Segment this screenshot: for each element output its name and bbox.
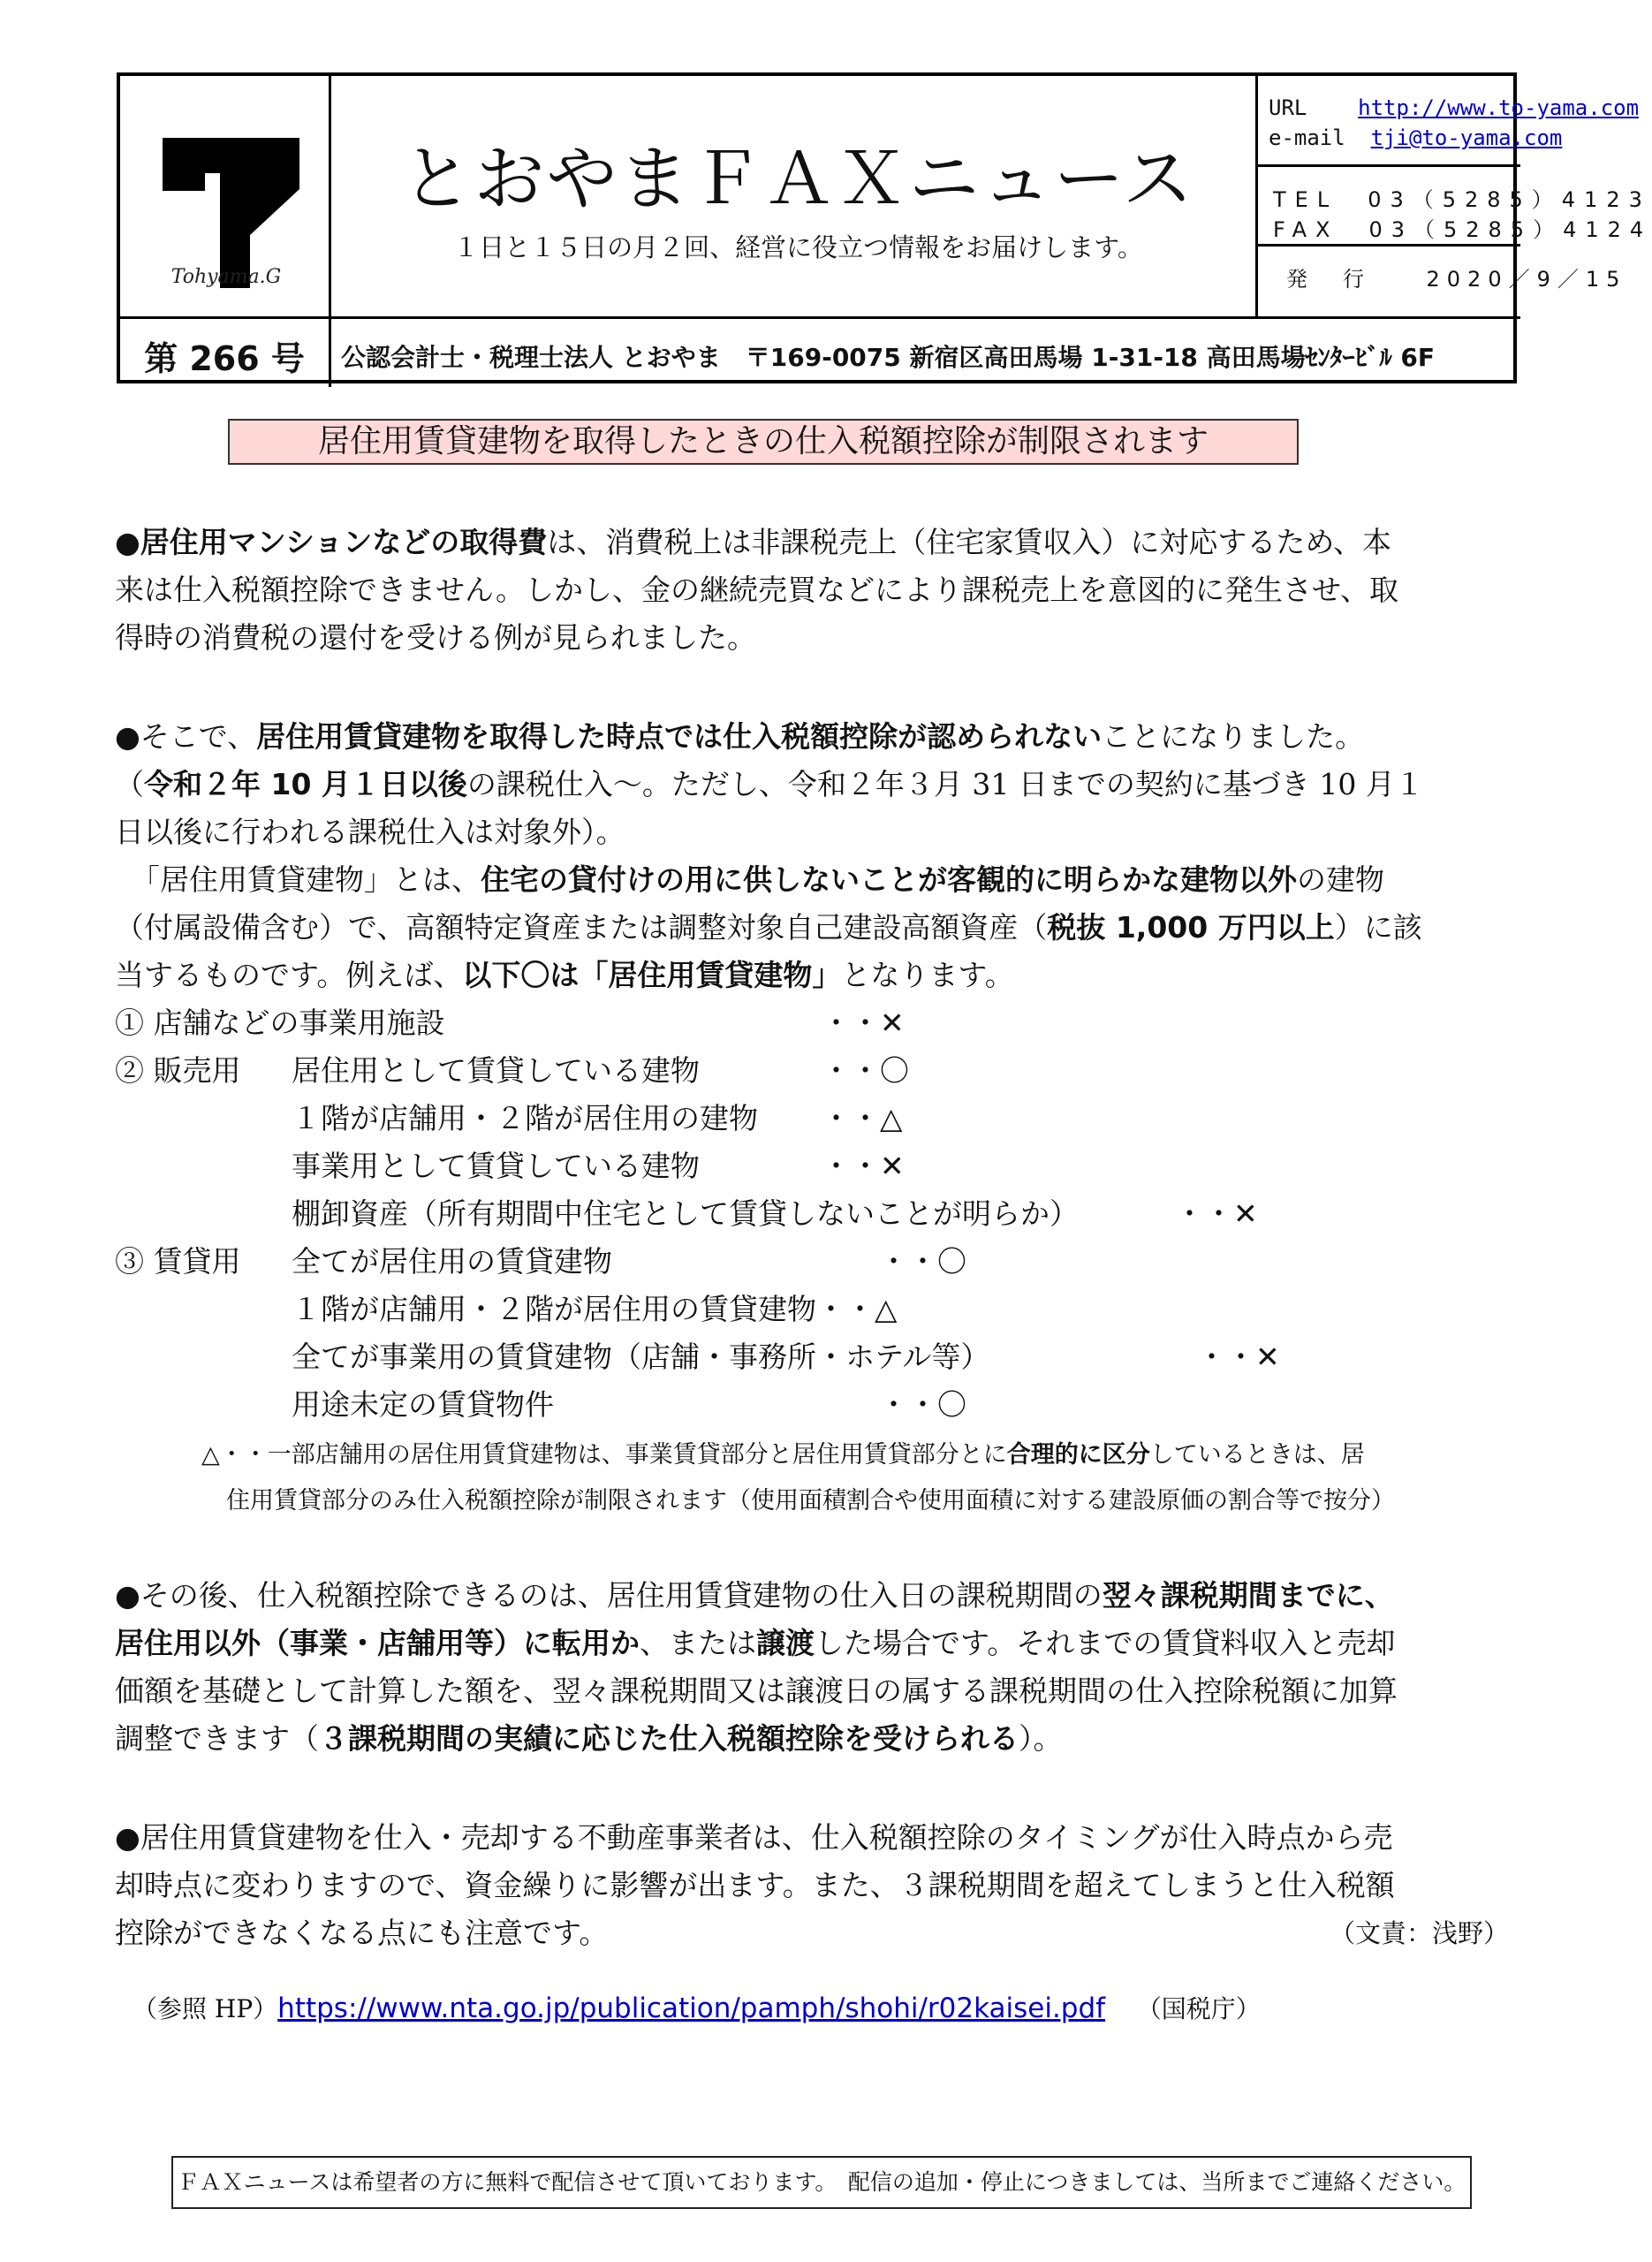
list-item-2-3: 事業用として賃貸している建物 <box>292 1149 700 1183</box>
reference-line <box>133 1990 1261 2025</box>
footer-notice: ＦＡＸニュースは希望者の方に無料で配信させて頂いております。 配信の追加・停止につきましては、当所までご連絡ください。 <box>171 2156 1472 2209</box>
p2-text: ●そこで、 <box>115 719 257 754</box>
note-line1 <box>201 1435 1365 1469</box>
p2-line4 <box>131 857 1384 899</box>
bullet: ● <box>115 525 140 559</box>
list-item-3-label: ③ 賃貸用 <box>115 1244 241 1279</box>
p2-bold: 税抜 1,000 万円以上 <box>1047 910 1335 945</box>
p1-line1 <box>115 520 1391 561</box>
list-item-1-mark: ・・✕ <box>822 1006 905 1040</box>
list-item-2-3-mark: ・・✕ <box>822 1149 905 1183</box>
divider <box>1255 244 1520 247</box>
list-item-3-1: 全てが居住用の賃貸建物 <box>292 1244 612 1279</box>
p2-bold: 令和２年 10 月１日以後 <box>144 767 467 801</box>
p4-line1: ●居住用賃貸建物を仕入・売却する不動産事業者は、仕入税額控除のタイミングが仕入時点から売 <box>115 1820 1393 1855</box>
p2-text: となります。 <box>841 958 1014 992</box>
p2-line2 <box>115 762 1424 803</box>
p2-bold: 住宅の貸付けの用に供しないことが客観的に明らかな建物以外 <box>481 862 1297 897</box>
p3-line3: 価額を基礎として計算した額を、翌々課税期間又は譲渡日の属する課税期間の仕入控除税額に加算 <box>115 1674 1398 1708</box>
p2-text: （付属設備含む）で、高額特定資産または調整対象自己建設高額資産（ <box>115 910 1048 945</box>
divider <box>1255 164 1520 167</box>
reference-label: （参照 HP） <box>133 1994 278 2023</box>
email-label: e-mail <box>1269 125 1345 150</box>
p2-bold: 居住用賃貸建物を取得した時点では仕入税額控除が認められない <box>256 719 1103 754</box>
author-credit: （文責：浅野） <box>1330 1918 1510 1948</box>
list-item-3-4-mark: ・・〇 <box>879 1387 966 1422</box>
p3-text: した場合です。それまでの賃貸料収入と売却 <box>815 1626 1396 1660</box>
note-bold: 合理的に区分 <box>1006 1441 1150 1469</box>
divider <box>329 76 331 387</box>
newsletter-subtitle: １日と１５日の月２回、経営に役立つ情報をお届けします。 <box>453 232 1143 262</box>
p3-bold: 居住用以外（事業・店舗用等）に転用か <box>115 1626 640 1660</box>
p3-text: ●その後、仕入税額控除できるのは、居住用賃貸建物の仕入日の課税期間の <box>115 1578 1103 1613</box>
email-row <box>1269 125 1562 150</box>
list-item-2-2: １階が店舗用・２階が居住用の建物 <box>292 1101 758 1135</box>
p3-line1 <box>115 1573 1394 1614</box>
issue-number: 第 266 号 <box>144 339 305 378</box>
p1-line3: 得時の消費税の還付を受ける例が見られました。 <box>115 620 756 655</box>
p1-line2: 来は仕入税額控除できません。しかし、金の継続売買などにより課税売上を意図的に発生させ、取 <box>115 573 1398 607</box>
p2-text: ）に該 <box>1334 910 1422 945</box>
p3-bold: 翌々課税期間までに、 <box>1102 1578 1394 1613</box>
p3-line2 <box>115 1621 1395 1662</box>
website-link[interactable]: http://www.to-yama.com <box>1358 95 1640 120</box>
p4-line2: 却時点に変わりますので、資金繰りに影響が出ます。また、３課税期間を超えてしまうと仕入税額 <box>115 1868 1395 1902</box>
p2-line5 <box>115 905 1422 946</box>
list-item-2-2-mark: ・・△ <box>822 1101 903 1135</box>
list-item-2-1: 居住用として賃貸している建物 <box>292 1053 700 1088</box>
logo-caption: Tohyama.G <box>171 266 282 288</box>
p1-bold: 居住用マンションなどの取得費 <box>140 525 548 559</box>
url-label: URL <box>1269 95 1307 120</box>
p2-text: の建物 <box>1297 862 1384 897</box>
list-item-2-4: 棚卸資産（所有期間中住宅として賃貸しないことが明らか） <box>292 1196 1079 1231</box>
p3-text: ）。 <box>1019 1721 1063 1756</box>
p2-text: 当するものです。例えば、 <box>115 958 463 992</box>
p3-text: 調整できます（ <box>115 1721 319 1756</box>
header-box <box>117 72 1652 383</box>
list-item-3-3: 全てが事業用の賃貸建物（店舗・事務所・ホテル等） <box>292 1340 990 1374</box>
p4-line3: 控除ができなくなる点にも注意です。 <box>115 1916 609 1950</box>
note-line2: 住用賃貸部分のみ仕入税額控除が制限されます（使用面積割合や使用面積に対する建設原価の割合等で按分） <box>226 1487 1395 1514</box>
note-text: △・・一部店舗用の居住用賃貸建物は、事業賃貸部分と居住用賃貸部分とに <box>201 1441 1007 1469</box>
p2-text: の課税仕入～。ただし、令和２年３月 31 日までの契約に基づき 10 月１ <box>466 767 1424 801</box>
newsletter-title: とおやまＦＡＸニュース <box>401 138 1195 220</box>
organization-info: 公認会計士・税理士法人 とおやま 〒169-0075 新宿区高田馬場 1-31-18 高田馬場ｾﾝﾀｰﾋﾞﾙ 6F <box>341 343 1436 372</box>
p2-line6 <box>115 953 1014 994</box>
p2-text: 「居住用賃貸建物」とは、 <box>131 862 481 897</box>
p1-text: は、消費税上は非課税売上（住宅家賃収入）に対応するため、本 <box>547 525 1391 559</box>
p2-line1 <box>115 714 1364 755</box>
p3-text: 、または <box>640 1626 756 1660</box>
fax-number: FAX 03（5285）4124 <box>1273 217 1652 242</box>
list-item-3-4: 用途未定の賃貸物件 <box>292 1387 554 1422</box>
article-headline: 居住用賃貸建物を取得したときの仕入税額控除が制限されます <box>228 419 1299 465</box>
p2-text: ことになりました。 <box>1102 719 1365 754</box>
email-link[interactable]: tji@to-yama.com <box>1370 125 1563 150</box>
divider <box>120 316 1520 319</box>
issued-date: 2020／9／15 <box>1426 267 1627 292</box>
p3-bold: ３課税期間の実績に応じた仕入税額控除を受けられる <box>319 1721 1019 1756</box>
p3-bold: 譲渡 <box>756 1626 815 1660</box>
reference-link[interactable]: https://www.nta.go.jp/publication/pamph/shohi/r02kaisei.pdf <box>277 1993 1106 2024</box>
list-item-2-1-mark: ・・〇 <box>822 1053 909 1088</box>
list-item-3-1-mark: ・・〇 <box>879 1244 966 1279</box>
list-item-2-4-mark: ・・✕ <box>1175 1196 1258 1231</box>
issued-label: 発 行 <box>1286 267 1371 292</box>
list-item-2-label: ② 販売用 <box>115 1053 241 1088</box>
p2-bold: 以下〇は「居住用賃貸建物」 <box>462 958 842 992</box>
p2-text: （ <box>115 767 144 801</box>
list-item-3-3-mark: ・・✕ <box>1197 1340 1280 1374</box>
reference-source: （国税庁） <box>1136 1994 1261 2023</box>
p2-line3: 日以後に行われる課税仕入は対象外）。 <box>115 815 625 849</box>
list-item-3-2: １階が店舗用・２階が居住用の賃貸建物・・△ <box>292 1292 898 1326</box>
issue-date-row <box>1286 262 1626 292</box>
note-text: しているときは、居 <box>1149 1441 1365 1469</box>
p3-line4 <box>115 1716 1063 1757</box>
list-item-1-label: ① 店舗などの事業用施設 <box>115 1006 445 1040</box>
tel-number: TEL 03（5285）4123 <box>1273 187 1651 212</box>
url-row <box>1269 95 1639 120</box>
